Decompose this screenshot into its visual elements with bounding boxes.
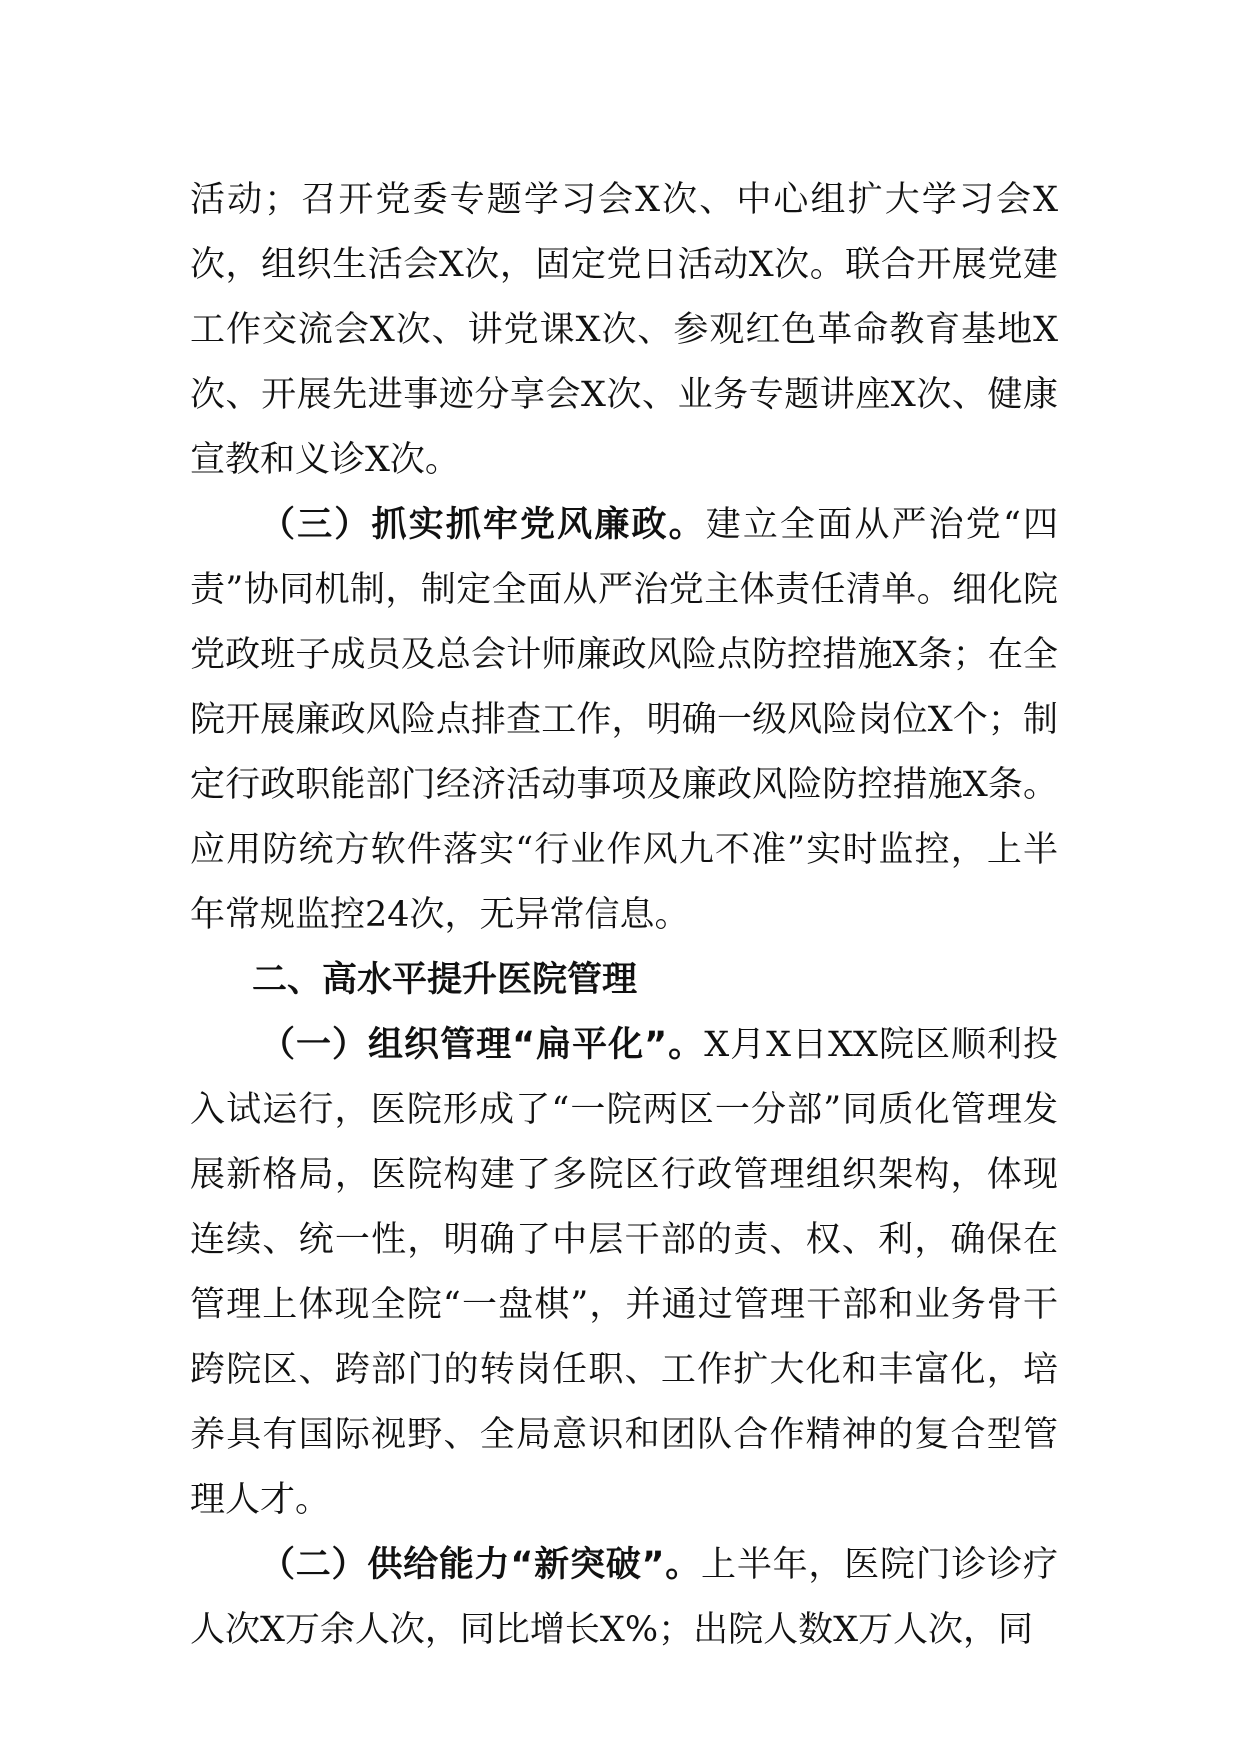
section-heading-hospital-management: 二、高水平提升医院管理	[252, 960, 638, 1000]
paragraph-text: 建立全面从严治党“四责”协同机制，制定全面从严治党主体责任清单。细化院党政班子成员及总会计师廉政风险点防控措施X条；在全院开展廉政风险点排查工作，明确一级风险岗位X个；制定行政职能部门经济活动事项及廉政风险防控措施X条。应用防统方软件落实“行业作风九不准”实时监控，上半年常规监控24次，无异常信息。	[190, 505, 1058, 935]
paragraph-text: 活动；召开党委专题学习会X次、中心组扩大学习会X次，组织生活会X次，固定党日活动X次。联合开展党建工作交流会X次、讲党课X次、参观红色革命教育基地X次、开展先进事迹分享会X次、业务专题讲座X次、健康宣教和义诊X次。	[190, 180, 1058, 480]
paragraph-text: 上半年，医院门诊诊疗人次X万余人次，同比增长X%；出院人数X万人次，同	[190, 1545, 1058, 1650]
paragraph-lead-heading: （二）供给能力“新突破”。	[260, 1545, 702, 1585]
paragraph-party-conduct	[190, 493, 1058, 948]
paragraph-party-activities	[190, 168, 1058, 493]
paragraph-org-management	[190, 1013, 1058, 1533]
paragraph-text: X月X日XX院区顺利投入试运行，医院形成了“一院两区一分部”同质化管理发展新格局，医院构建了多院区行政管理组织架构，体现连续、统一性，明确了中层干部的责、权、利，确保在管理上体现全院“一盘棋”，并通过管理干部和业务骨干跨院区、跨部门的转岗任职、工作扩大化和丰富化，培养具有国际视野、全局意识和团队合作精神的复合型管理人才。	[190, 1025, 1058, 1520]
paragraph-supply-capacity	[190, 1533, 1058, 1663]
paragraph-lead-heading: （一）组织管理“扁平化”。	[260, 1025, 705, 1065]
paragraph-lead-heading: （三）抓实抓牢党风廉政。	[260, 505, 706, 545]
document-body	[190, 168, 1058, 1663]
